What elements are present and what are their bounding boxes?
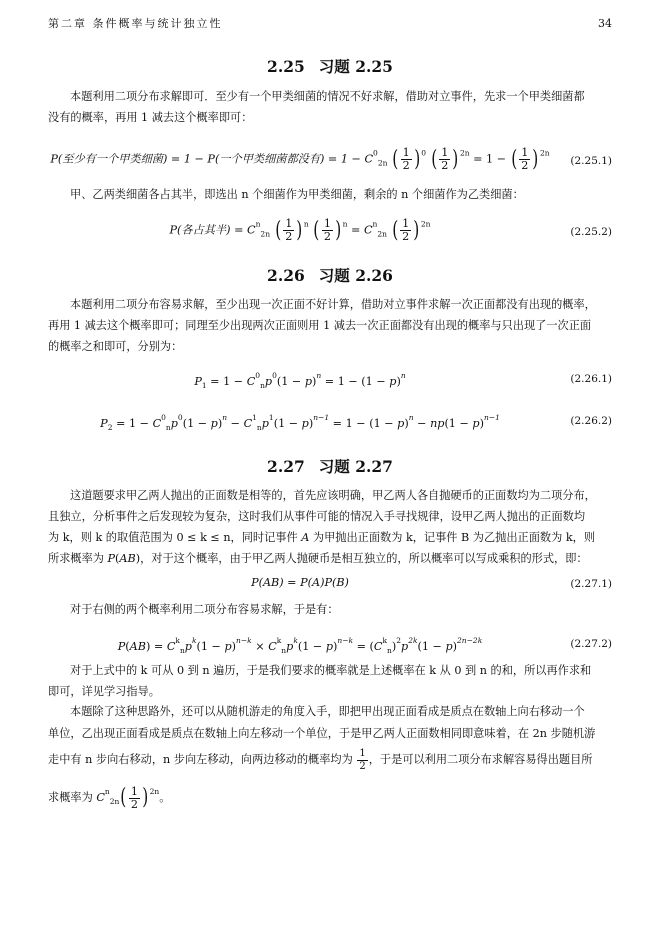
paragraph: 这道题要求甲乙两人抛出的正面数是相等的，首先应该明确，甲乙两人各自抛硬币的正面数均为二项分布， 且独立，分析事件之后发现较为复杂，这时我们从事件可能的情况入手寻找规律，设甲乙两人抛出的正面数均 为 k，则 k 的取值范围为 0 ≤ k ≤ n，同时记事件 A 为甲抛出正面数为 k，记事件 B 为乙抛出正面数为 k，则 所求概率为 P(AB)，对于这个概率，由于甲乙两人抛硬币是相互独立的，所以概率可以写成乘积的形式，即：	[48, 485, 612, 569]
text-line: 再用 1 减去这个概率即可；同理至少出现两次正面则用 1 减去一次正面都没有出现的概率与只出现了一次正面	[48, 319, 592, 332]
section-number: 2.25	[267, 57, 305, 76]
chapter-title: 第二章 条件概率与统计独立性	[48, 17, 223, 30]
equation-number: (2.26.1)	[570, 373, 612, 385]
text-fragment: 为 k，则 k 的取值范围为 0 ≤ k ≤ n，同时记事件	[48, 531, 302, 544]
equation-text: P(AB) = P(A)P(B)	[251, 576, 349, 589]
equation-number: (2.27.2)	[570, 638, 612, 650]
text-line: 本题除了这种思路外，还可以从随机游走的角度入手，即把甲出现正面看成是质点在数轴上向右移动一个	[70, 705, 585, 718]
text-line: 本题利用二项分布求解即可．至少有一个甲类细菌的情况不好求解，借助对立事件，先求一个甲类细菌都	[70, 90, 585, 103]
equation-2-27-1	[48, 576, 612, 596]
text-fragment: 求概率为	[48, 791, 97, 804]
equation-number: (2.26.2)	[570, 415, 612, 427]
page-number: 34	[598, 16, 612, 30]
equation-2-26-1: $P_1 = 1 - C^0_np^0(1 - p)^n = 1 - (1 - p)^n$ (2.26.1)	[194, 371, 612, 390]
running-header	[48, 14, 612, 32]
text-line: 这道题要求甲乙两人抛出的正面数是相等的，首先应该明确，甲乙两人各自抛硬币的正面数均为二项分布，	[70, 489, 596, 502]
text-fragment: ，对于这个概率，由于甲乙两人抛硬币是相互独立的，所以概率可以写成乘积的形式，即：	[140, 552, 588, 565]
equation-2-25-1: P(至少有一个甲类细菌) = 1 − P(一个甲类细菌都没有) = $1 - C^0_{2n}$ ( $\frac{1}{2}$ )$^0$ ( $\frac{1}{2}$ )$^{2n}$ = 1 − ( $\frac{1}{2}$ )$^{2n}$ (2.25.1)	[50, 146, 612, 172]
section-number: 2.26	[267, 266, 305, 285]
equation-number: (2.25.1)	[570, 155, 612, 167]
text-line: 甲、乙两类细菌各占其半，即选出 n 个细菌作为甲类细菌，剩余的 n 个细菌作为乙类细菌：	[70, 188, 524, 201]
equation-number: (2.25.2)	[570, 226, 612, 238]
equation-text: P(各占其半) = C	[169, 223, 256, 237]
text-fragment: 为甲抛出正面数为 k，记事件 B 为乙抛出正面数为 k，则	[309, 531, 596, 544]
section-title: 习题 2.27	[318, 457, 393, 476]
text-fragment: 走中有 n 步向右移动，n 步向左移动，向两边移动的概率均为	[48, 753, 357, 766]
text-line: 对于右侧的两个概率利用二项分布容易求解，于是有：	[70, 603, 339, 616]
paragraph: 本题除了这种思路外，还可以从随机游走的角度入手，即把甲出现正面看成是质点在数轴上向右移动一个 单位，乙出现正面看成是质点在数轴上向左移动一个单位，于是甲乙两人正面数相同即意味着，在 2n 步随机游 走中有 n 步向右移动，n 步向左移动，向两边移动的概率均为 $\frac{1}{2}$ ，于是可以利用二项分布求解容易得出题目所 求概率为 $C^n_{2n}$( $\frac{1}{2}$ )$^{2n}$。	[48, 701, 612, 809]
section-heading-2-26	[0, 264, 660, 286]
equation-2-26-2: $P_2 = 1 - C^0_np^0(1 - p)^n - C^1_np^1(1 - p)^{n-1} = 1 - (1 - p)^n - np(1 - p)^{n-1}$ (2.26.2)	[100, 413, 612, 432]
text-line: 且独立，分析事件之后发现较为复杂，这时我们从事件可能的情况入手寻找规律，设甲乙两人抛出的正面数均	[48, 510, 586, 523]
text-line: 没有的概率，再用 1 减去这个概率即可：	[48, 111, 253, 124]
section-heading-2-27	[0, 455, 660, 477]
text-fragment: 所求概率为	[48, 552, 108, 565]
section-number: 2.27	[267, 457, 305, 476]
text-line: 即可，详见学习指导。	[48, 685, 160, 698]
equation-text: P(至少有一个甲类细菌) = 1 − P(一个甲类细菌都没有) = 1 − C	[50, 152, 374, 166]
paragraph	[48, 184, 612, 205]
text-fragment: ，于是可以利用二项分布求解容易得出题目所	[368, 753, 593, 766]
section-title: 习题 2.26	[318, 266, 393, 285]
paragraph	[48, 294, 612, 357]
text-line: 的概率之和即可，分别为：	[48, 340, 183, 353]
equation-2-25-2: P(各占其半) = $C^n_{2n}$ ( $\frac{1}{2}$ )$^n$ ( $\frac{1}{2}$ )$^n = C^n_{2n}$ ( $\frac{1}{2}$ )$^{2n}$ (2.25.2)	[169, 217, 612, 243]
equation-2-27-2: $P(AB) = C^k_np^k(1 - p)^{n-k} \times C^k_np^k(1 - p)^{n-k} = (C^k_n)^2p^{2k}(1 - p)^{2n-2k}$ (2.27.2)	[117, 636, 612, 655]
paragraph	[48, 599, 612, 620]
section-title: 习题 2.25	[318, 57, 393, 76]
paragraph	[48, 660, 612, 702]
equation-number: (2.27.1)	[570, 578, 612, 590]
text-line: 对于上式中的 k 可从 0 到 n 遍历，于是我们要求的概率就是上述概率在 k 从 0 到 n 的和，所以再作求和	[70, 664, 592, 677]
section-heading-2-25	[0, 55, 660, 77]
text-line: 单位，乙出现正面看成是质点在数轴上向左移动一个单位，于是甲乙两人正面数相同即意味着，在 2n 步随机游	[48, 727, 596, 740]
paragraph	[48, 86, 612, 128]
text-line: 本题利用二项分布容易求解，至少出现一次正面不好计算，借助对立事件求解一次正面都没有出现的概率，	[70, 298, 596, 311]
